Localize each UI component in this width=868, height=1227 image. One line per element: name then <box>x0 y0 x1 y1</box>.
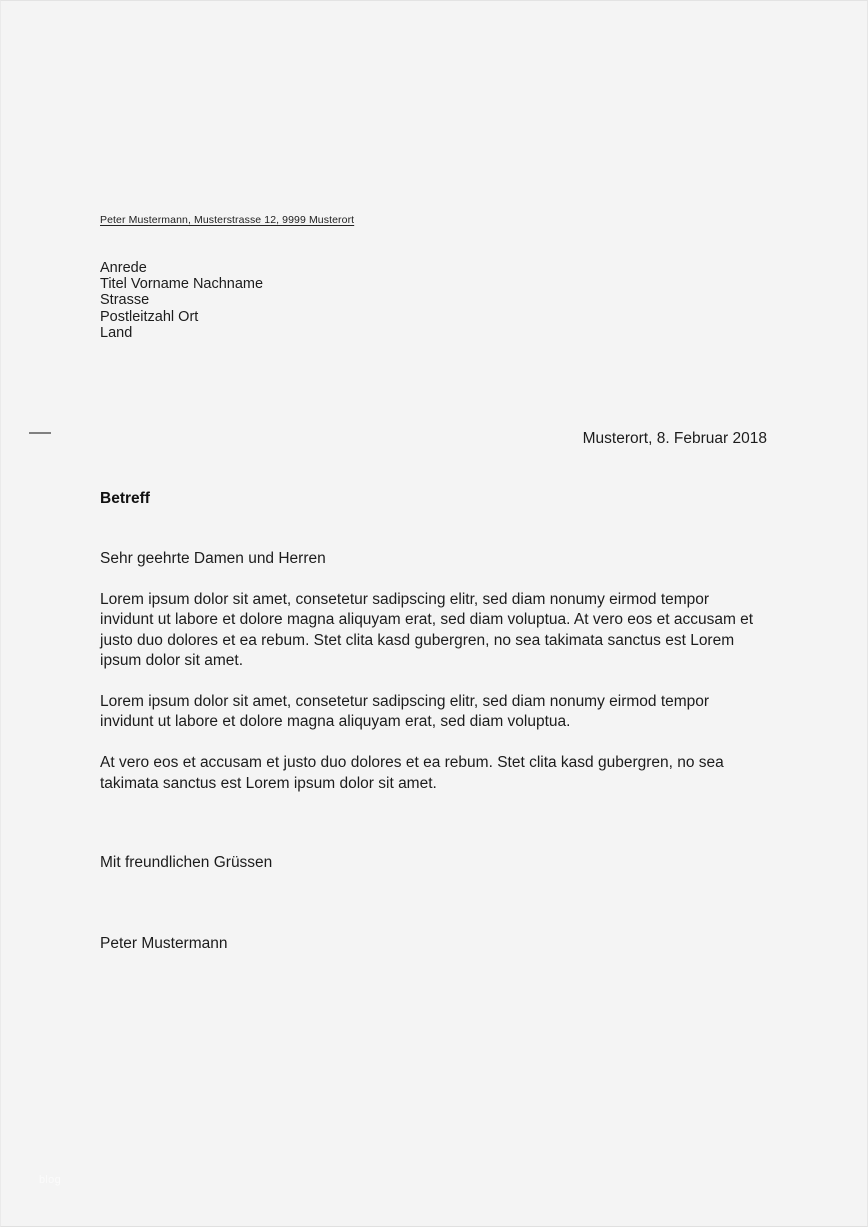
recipient-address-block <box>100 260 263 341</box>
body-paragraph-3: At vero eos et accusam et justo duo dolores et ea rebum. Stet clita kasd gubergren, no sea takimata sanctus est Lorem ipsum dolor sit amet. <box>100 754 724 792</box>
body-paragraph-2: Lorem ipsum dolor sit amet, consetetur sadipscing elitr, sed diam nonumy eirmod tempor invidunt ut labore et dolore magna aliquyam erat, sed diam voluptua. <box>100 692 710 731</box>
salutation: Sehr geehrte Damen und Herren <box>100 550 326 567</box>
fold-mark-icon <box>29 432 51 434</box>
place-and-date: Musterort, 8. Februar 2018 <box>582 430 767 447</box>
watermark-text: blog <box>39 1174 61 1186</box>
subject-line: Betreff <box>100 490 150 507</box>
body-paragraph-1: Lorem ipsum dolor sit amet, consetetur sadipscing elitr, sed diam nonumy eirmod tempor invidunt ut labore et dolore magna aliquyam erat, sed diam voluptua. At vero eos et accusam et justo duo dolores et ea rebum. Stet clita kasd gubergren, no sea takimata sanctus est Lorem ipsum dolor sit amet. <box>100 590 754 670</box>
recipient-address-line-2: Titel Vorname Nachname <box>100 276 264 293</box>
recipient-address-line-5: Land <box>100 324 133 341</box>
recipient-address-line-3: Strasse <box>100 292 150 309</box>
sender-return-address: Peter Mustermann, Musterstrasse 12, 9999 Musterort <box>100 214 355 226</box>
letter-body <box>100 489 760 954</box>
recipient-address-line-1: Anrede <box>100 260 147 276</box>
signature-name: Peter Mustermann <box>100 934 228 952</box>
recipient-address-line-4: Postleitzahl Ort <box>100 308 199 325</box>
closing-phrase: Mit freundlichen Grüssen <box>100 854 273 872</box>
